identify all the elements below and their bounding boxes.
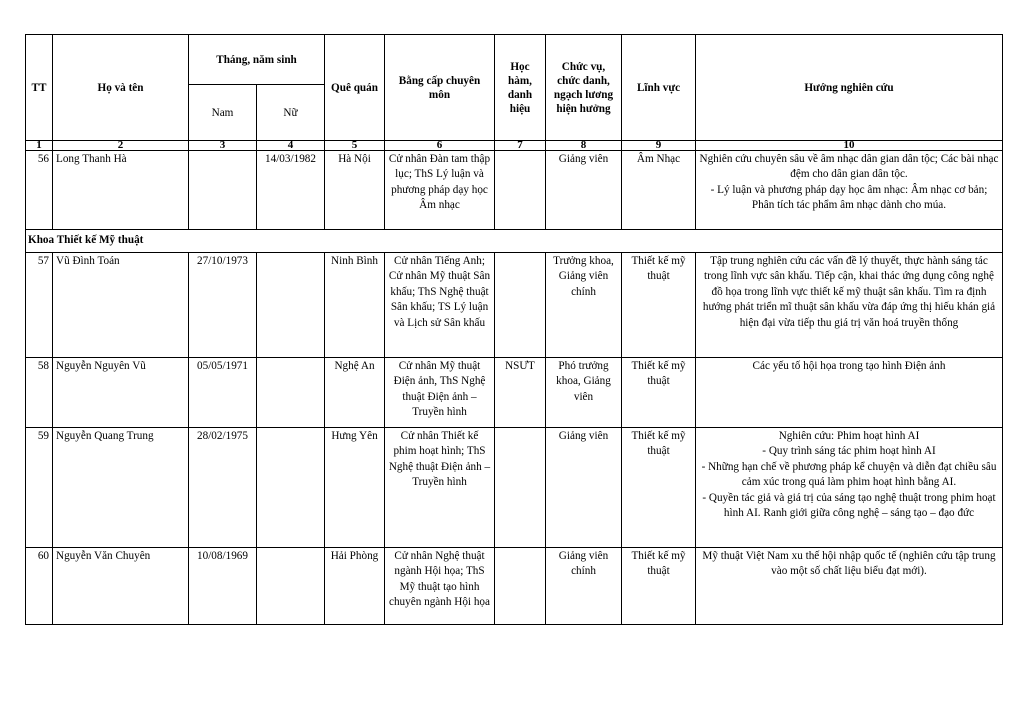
cell-hometown: Hưng Yên	[325, 428, 385, 548]
cell-birth-female	[257, 548, 325, 625]
column-number: 6	[385, 141, 495, 151]
column-number: 7	[495, 141, 546, 151]
cell-title	[495, 428, 546, 548]
column-number: 1	[26, 141, 53, 151]
cell-birth-female	[257, 358, 325, 428]
cell-position: Trưởng khoa, Giảng viên chính	[546, 253, 622, 358]
column-number: 3	[189, 141, 257, 151]
header-birth: Tháng, năm sinh	[189, 35, 325, 85]
cell-degree: Cử nhân Mỹ thuật Điện ảnh, ThS Nghệ thuật Điện ảnh – Truyền hình	[385, 358, 495, 428]
cell-title	[495, 548, 546, 625]
cell-name: Nguyễn Văn Chuyên	[53, 548, 189, 625]
cell-hometown: Ninh Bình	[325, 253, 385, 358]
section-title: Khoa Thiết kế Mỹ thuật	[26, 230, 1003, 253]
section-row	[26, 230, 1003, 253]
staff-table	[25, 34, 1003, 625]
cell-field: Thiết kế mỹ thuật	[622, 548, 696, 625]
cell-title: NSƯT	[495, 358, 546, 428]
table-row	[26, 253, 1003, 358]
cell-field: Âm Nhạc	[622, 151, 696, 230]
cell-position: Phó trưởng khoa, Giảng viên	[546, 358, 622, 428]
cell-degree: Cử nhân Tiếng Anh; Cử nhân Mỹ thuật Sân khấu; ThS Nghệ thuật Sân khấu; TS Lý luận và Lịch sử Sân khấu	[385, 253, 495, 358]
header-degree: Bằng cấp chuyên môn	[385, 35, 495, 141]
cell-hometown: Hà Nội	[325, 151, 385, 230]
header-position: Chức vụ, chức danh, ngạch lương hiện hưởng	[546, 35, 622, 141]
cell-tt: 58	[26, 358, 53, 428]
cell-research: Nghiên cứu: Phim hoạt hình AI - Quy trình sáng tác phim hoạt hình AI - Những hạn chế về phương pháp kể chuyện và diễn đạt chiều sâu cảm xúc trong quá làm phim hoạt hình bằng AI. - Quyền tác giả và giá trị của sáng tạo nghệ thuật trong phim hoạt hình AI. Ranh giới giữa công nghệ – sáng tạo – đạo đức	[696, 428, 1003, 548]
column-number: 2	[53, 141, 189, 151]
cell-birth-female	[257, 428, 325, 548]
cell-position: Giảng viên	[546, 428, 622, 548]
cell-name: Long Thanh Hà	[53, 151, 189, 230]
column-number: 8	[546, 141, 622, 151]
staff-table-page	[25, 34, 1003, 625]
cell-birth-male: 10/08/1969	[189, 548, 257, 625]
cell-field: Thiết kế mỹ thuật	[622, 428, 696, 548]
header-female: Nữ	[257, 85, 325, 141]
header-name: Họ và tên	[53, 35, 189, 141]
table-row	[26, 358, 1003, 428]
column-number: 10	[696, 141, 1003, 151]
cell-name: Nguyễn Nguyên Vũ	[53, 358, 189, 428]
header-field: Lĩnh vực	[622, 35, 696, 141]
table-row	[26, 151, 1003, 230]
cell-degree: Cử nhân Thiết kế phim hoạt hình; ThS Nghệ thuật Điện ảnh – Truyền hình	[385, 428, 495, 548]
column-number: 9	[622, 141, 696, 151]
column-number: 5	[325, 141, 385, 151]
header-hometown: Quê quán	[325, 35, 385, 141]
cell-name: Nguyễn Quang Trung	[53, 428, 189, 548]
cell-hometown: Nghệ An	[325, 358, 385, 428]
cell-birth-male	[189, 151, 257, 230]
cell-birth-female	[257, 253, 325, 358]
header-tt: TT	[26, 35, 53, 141]
header-title: Học hàm, danh hiệu	[495, 35, 546, 141]
cell-tt: 57	[26, 253, 53, 358]
cell-title	[495, 253, 546, 358]
cell-position: Giảng viên	[546, 151, 622, 230]
cell-degree: Cử nhân Đàn tam thập lục; ThS Lý luận và phương pháp dạy học Âm nhạc	[385, 151, 495, 230]
cell-research: Nghiên cứu chuyên sâu về âm nhạc dân gian dân tộc; Các bài nhạc đệm cho dân gian dân tộc. - Lý luận và phương pháp dạy học âm nhạc: Âm nhạc cơ bản; Phân tích tác phẩm âm nhạc dành cho múa.	[696, 151, 1003, 230]
cell-research: Mỹ thuật Việt Nam xu thế hội nhập quốc tế (nghiên cứu tập trung vào một số chất liệu biểu đạt mới).	[696, 548, 1003, 625]
cell-birth-male: 28/02/1975	[189, 428, 257, 548]
cell-birth-female: 14/03/1982	[257, 151, 325, 230]
cell-field: Thiết kế mỹ thuật	[622, 358, 696, 428]
cell-research: Tập trung nghiên cứu các vấn đề lý thuyết, thực hành sáng tác trong lĩnh vực sân khấu. Tiếp cận, khai thác ứng dụng công nghệ đồ họa trong lĩnh vực thiết kế mỹ thuật sân khấu. Tìm ra định hướng phát triển mĩ thuật sân khấu vừa đáp ứng thị hiếu khán giả hiện đại vừa tiếp thu giá trị văn hoá truyền thống	[696, 253, 1003, 358]
column-number-row	[26, 141, 1003, 151]
cell-title	[495, 151, 546, 230]
cell-tt: 59	[26, 428, 53, 548]
cell-tt: 56	[26, 151, 53, 230]
cell-field: Thiết kế mỹ thuật	[622, 253, 696, 358]
table-row	[26, 428, 1003, 548]
cell-degree: Cử nhân Nghệ thuật ngành Hội họa; ThS Mỹ thuật tạo hình chuyên ngành Hội họa	[385, 548, 495, 625]
cell-birth-male: 27/10/1973	[189, 253, 257, 358]
column-number: 4	[257, 141, 325, 151]
header-research: Hướng nghiên cứu	[696, 35, 1003, 141]
cell-hometown: Hải Phòng	[325, 548, 385, 625]
table-row	[26, 548, 1003, 625]
header-male: Nam	[189, 85, 257, 141]
cell-position: Giảng viên chính	[546, 548, 622, 625]
cell-research: Các yếu tố hội họa trong tạo hình Điện ảnh	[696, 358, 1003, 428]
cell-tt: 60	[26, 548, 53, 625]
cell-name: Vũ Đình Toán	[53, 253, 189, 358]
cell-birth-male: 05/05/1971	[189, 358, 257, 428]
